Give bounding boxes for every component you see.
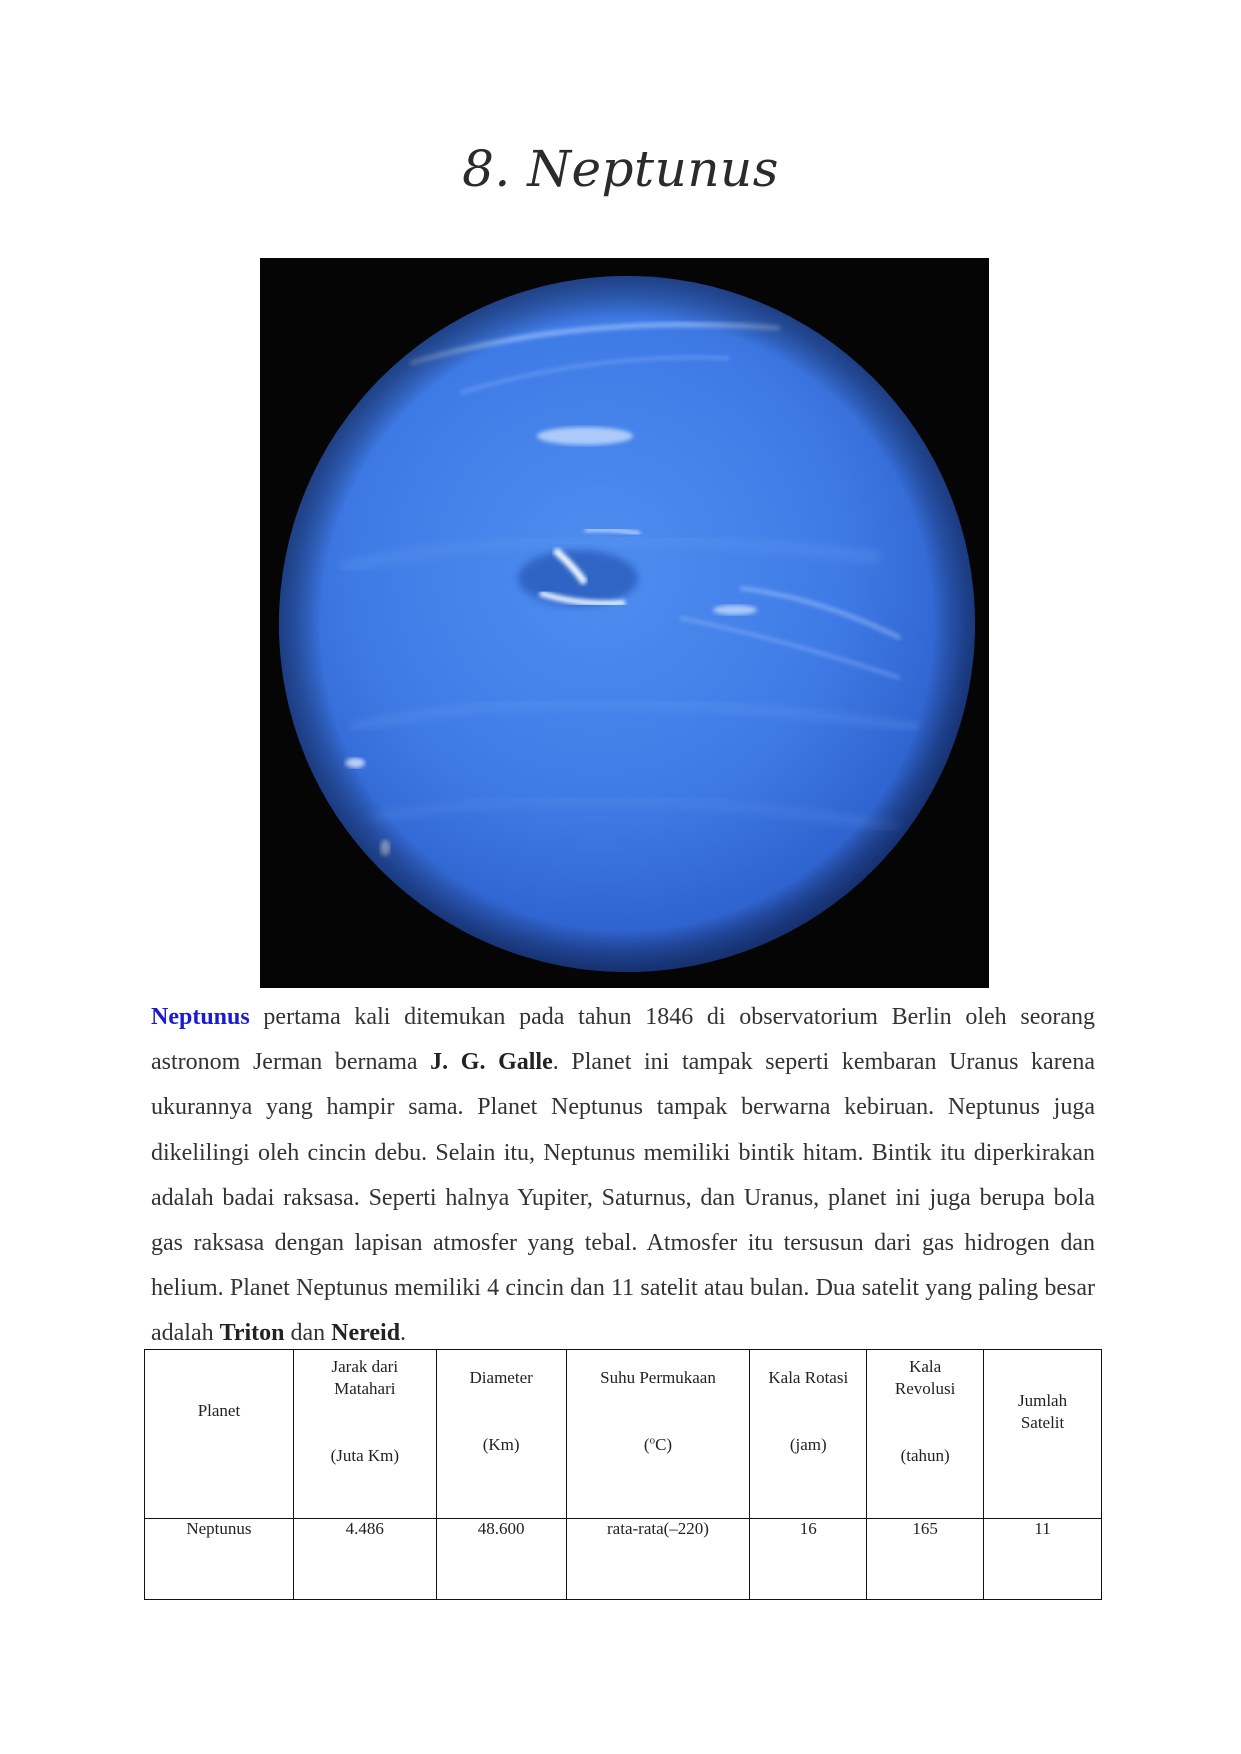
paragraph-text-1: pertama kali ditemukan pada tahun 1846 di observatorium Berlin oleh seorang astronom Jerman bernama [151,1004,1095,1076]
cell-diameter: 48.600 [436,1519,566,1600]
header-rotasi-label: Kala Rotasi [768,1368,849,1387]
planet-name-link: Neptunus [151,1004,250,1030]
neptune-photo [260,258,989,988]
header-planet-label: Planet [197,1401,241,1420]
paragraph-text-2: . Planet ini tampak seperti kembaran Uranus karena ukurannya yang hampir sama. Planet Neptunus tampak berwarna kebiruan. Neptunus juga dikelilingi oleh cincin debu. Selain itu, Neptunus memiliki bintik hitam. Bintik itu diperkirakan adalah badai raksasa. Seperti halnya Yupiter, Saturnus, dan Uranus, planet ini juga berupa bola gas raksasa dengan lapisan atmosfer yang tebal. Atmosfer itu tersusun dari gas hidrogen dan helium. Planet Neptunus memiliki 4 cincin dan 11 satelit atau bulan. Dua satelit yang paling besar adalah [151,1049,1095,1347]
moon-nereid: Nereid [331,1320,401,1347]
header-revolusi-unit: (tahun) [900,1446,950,1465]
degree-sup: o [649,1434,656,1447]
header-suhu [566,1350,750,1519]
header-satelit-line1: Jumlah [1017,1391,1068,1410]
header-suhu-unit: ($^o$C) [643,1434,673,1454]
header-revolusi-line1: Kala [909,1357,942,1376]
header-rotasi-unit: (jam) [789,1435,827,1454]
header-satelit [984,1350,1102,1519]
header-rotasi [750,1350,867,1519]
header-jarak-unit: (Juta Km) [330,1446,400,1465]
page-title: 8. Neptunus [462,140,779,198]
cell-satelit: 11 [984,1519,1102,1600]
cell-planet: Neptunus [145,1519,294,1600]
header-diameter-unit: (Km) [482,1435,520,1454]
table-row [145,1519,1102,1600]
paragraph-end: . [400,1320,407,1347]
header-jarak-line1: Jarak dari [331,1357,399,1376]
cell-jarak: 4.486 [293,1519,436,1600]
header-satelit-line2: Satelit [1020,1413,1065,1432]
cell-suhu: rata-rata(–220) [566,1519,750,1600]
cell-rotasi: 16 [750,1519,867,1600]
header-revolusi-line2: Revolusi [894,1379,956,1398]
planet-data-table [144,1349,1102,1600]
header-suhu-label: Suhu Permukaan [600,1368,716,1387]
header-diameter-label: Diameter [469,1368,533,1387]
header-jarak-line2: Matahari [334,1379,396,1398]
discoverer-name: J. G. Galle [430,1049,553,1076]
paragraph-conj: dan [284,1320,332,1347]
moon-triton: Triton [219,1320,285,1347]
header-jarak [293,1350,436,1519]
description-paragraph [151,995,1095,1357]
header-revolusi [867,1350,984,1519]
table-header-row [145,1350,1102,1519]
header-planet [145,1350,294,1519]
cell-revolusi: 165 [867,1519,984,1600]
header-diameter [436,1350,566,1519]
